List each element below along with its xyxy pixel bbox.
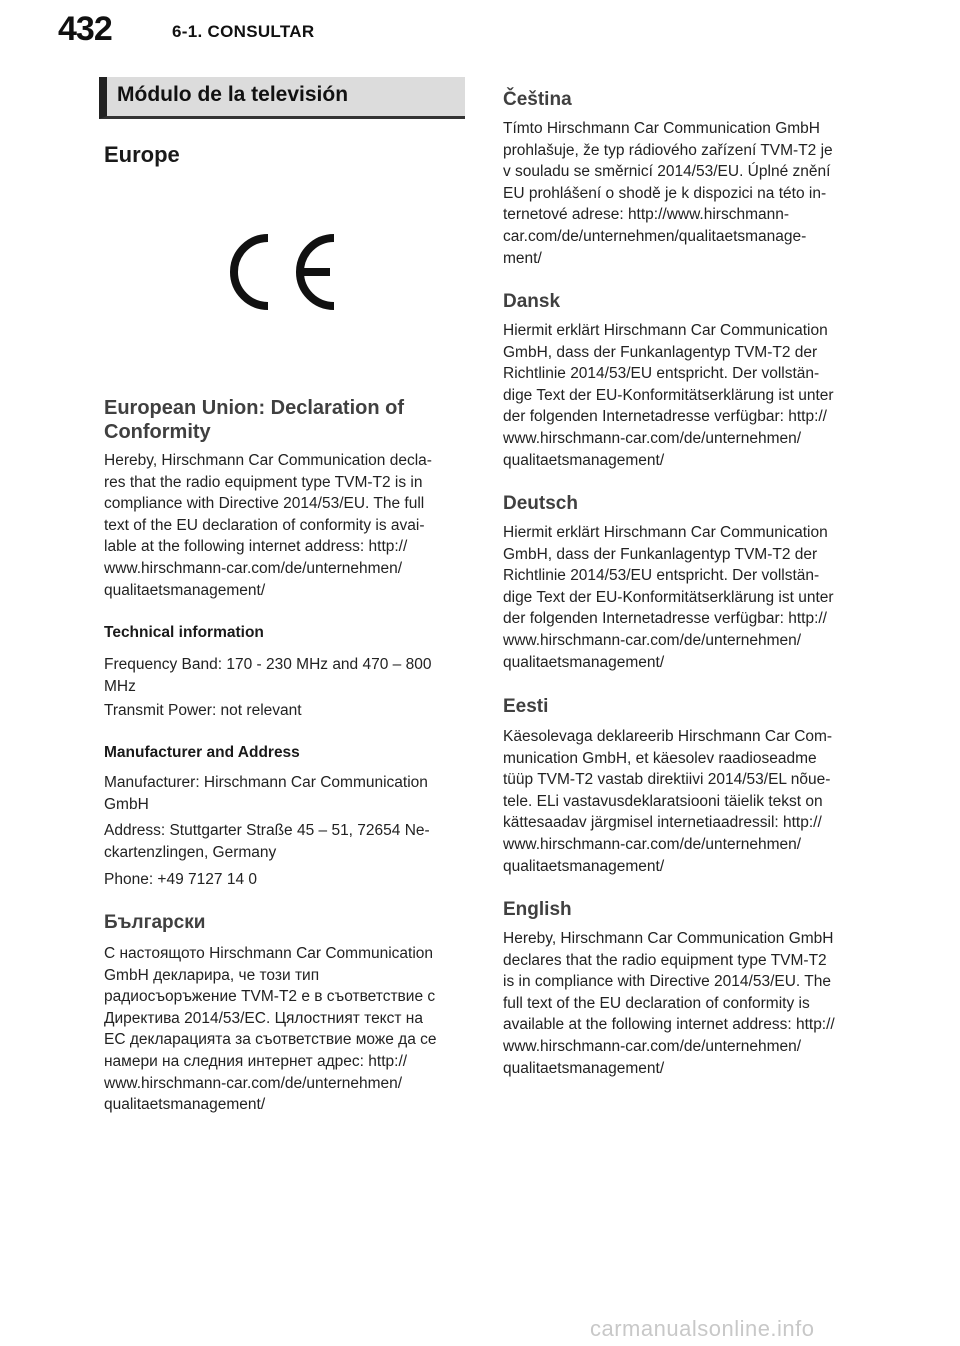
chapter-title: 6-1. CONSULTAR — [172, 22, 315, 41]
page-number: 432 — [58, 10, 112, 48]
technical-info-heading: Technical information — [104, 624, 264, 641]
eu-declaration-text: Hereby, Hirschmann Car Communication decla- res that the radio equipment type TVM-T2 is in compliance with Directive 2014/53/EU. The full text of the EU declaration of conformity is avai- lable at the following internet address: http:// www.hirschmann-car.com/de/unternehmen/ qualitaetsmanagement/ — [104, 452, 432, 599]
estonian-heading: Eesti — [503, 696, 549, 717]
german-heading: Deutsch — [503, 493, 578, 514]
transmit-power-text: Transmit Power: not relevant — [104, 702, 302, 719]
eu-declaration-heading: European Union: Declaration of Conformity — [104, 397, 405, 443]
section-title: Módulo de la televisión — [117, 83, 349, 106]
manufacturer-text: Manufacturer: Hirschmann Car Communication GmbH — [104, 774, 428, 813]
phone-text: Phone: +49 7127 14 0 — [104, 871, 257, 888]
page-header — [0, 0, 960, 60]
danish-heading: Dansk — [503, 291, 561, 312]
bulgarian-heading: Български — [104, 912, 206, 933]
watermark: carmanualsonline.info — [590, 1316, 815, 1341]
estonian-text: Käesolevaga deklareerib Hirschmann Car Com- munication GmbH, et käesolev raadioseadme tüüp TVM-T2 vastab direktiivi 2014/53/EL nõue- tele. ELi vastavusdeklaratsiooni täielik tekst on kättesaadav järgmisel internetiaadressil: http:// www.hirschmann-car.com/de/unternehmen/ qualitaetsmanagement/ — [503, 728, 833, 875]
ce-mark-icon — [226, 232, 338, 312]
czech-text: Tímto Hirschmann Car Communication GmbH prohlašuje, že typ rádiového zařízení TVM-T2 je v souladu se směrnicí 2014/53/EU. Úplné znění EU prohlášení o shodě je k dispozici na této in- ternetové adrese: http://www.hirschmann- car.com/de/unternehmen/qualitaetsmanage- ment/ — [503, 120, 833, 267]
czech-heading: Čeština — [503, 89, 572, 110]
frequency-band-text: Frequency Band: 170 - 230 MHz and 470 – 800 MHz — [104, 656, 432, 695]
english-heading: English — [503, 899, 572, 920]
bulgarian-text: С настоящото Hirschmann Car Communication GmbH декларира, че този тип радиосъоръжение TVM-T2 е в съответствие с Директива 2014/53/ЕС. Цялостният текст на ЕС декларацията за съответствие може да се намери на следния интернет адрес: http:// www.hirschmann-car.com/de/unternehmen/ qualitaetsmanagement/ — [104, 945, 437, 1114]
danish-text: Hiermit erklärt Hirschmann Car Communication GmbH, dass der Funkanlagentyp TVM-T2 der Richtlinie 2014/53/EU entspricht. Der vollstän- dige Text der EU-Konformitätserklärung ist unter der folgenden Internetadresse verfügbar: http:// www.hirschmann-car.com/de/unternehmen/ qualitaetsmanagement/ — [503, 322, 834, 469]
german-text: Hiermit erklärt Hirschmann Car Communication GmbH, dass der Funkanlagentyp TVM-T2 der Richtlinie 2014/53/EU entspricht. Der vollstän- dige Text der EU-Konformitätserklärung ist unter der folgenden Internetadresse verfügbar: http:// www.hirschmann-car.com/de/unternehmen/ qualitaetsmanagement/ — [503, 524, 834, 671]
region-title: Europe — [104, 142, 180, 167]
section-title-bar — [99, 77, 465, 119]
address-text: Address: Stuttgarter Straße 45 – 51, 72654 Ne- ckartenzlingen, Germany — [104, 822, 430, 861]
english-text: Hereby, Hirschmann Car Communication GmbH declares that the radio equipment type TVM-T2 is in compliance with Directive 2014/53/EU. The full text of the EU declaration of conformity is available at the following internet address: http:// www.hirschmann-car.com/de/unternehmen/ qualitaetsmanagement/ — [503, 930, 835, 1077]
manufacturer-heading: Manufacturer and Address — [104, 744, 300, 761]
